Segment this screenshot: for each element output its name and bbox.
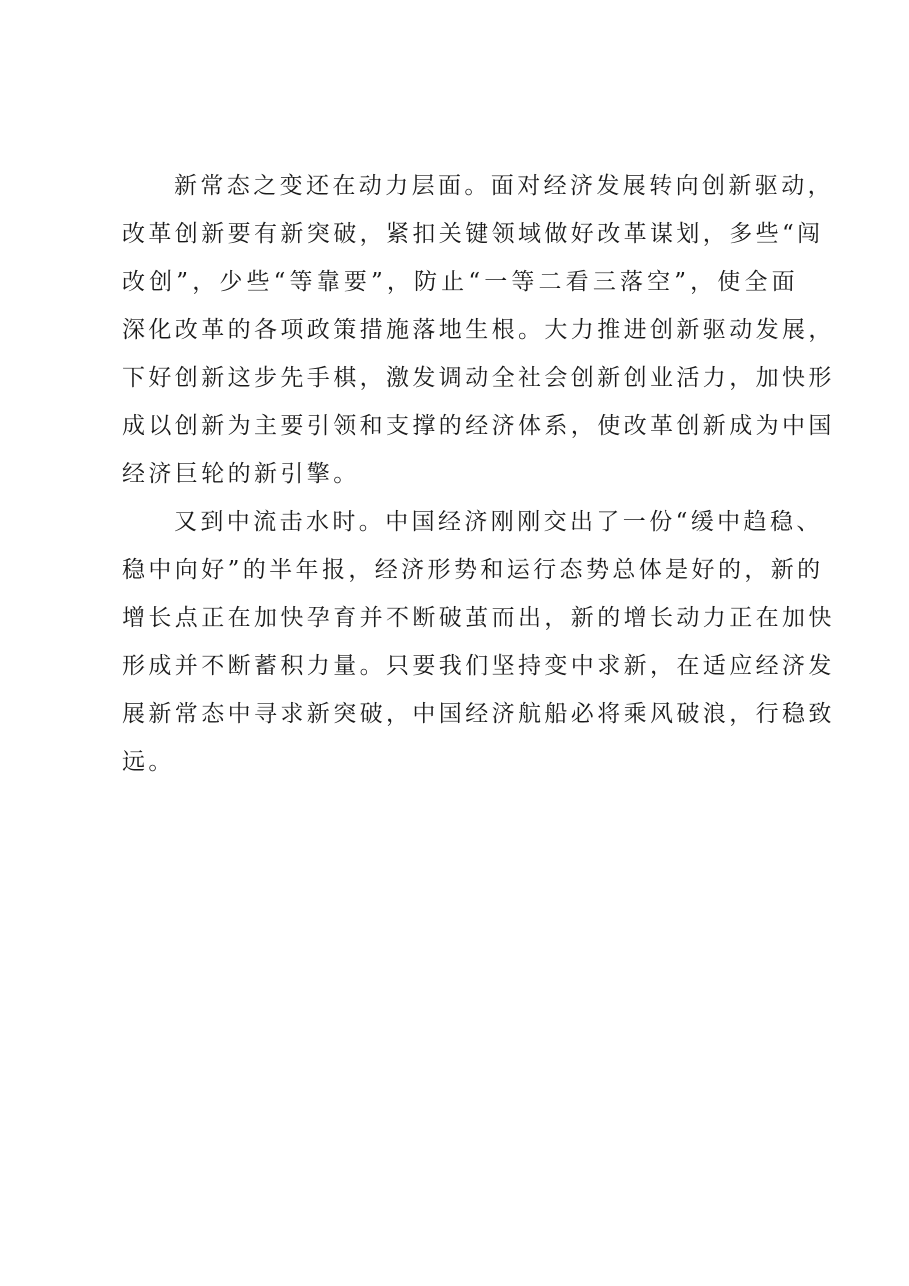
paragraph-line: 增长点正在加快孕育并不断破茧而出，新的增长动力正在加快 (122, 605, 835, 631)
paragraph-1 (122, 162, 835, 498)
paragraph-line: 形成并不断蓄积力量。只要我们坚持变中求新，在适应经济发 (122, 653, 835, 679)
paragraph-line: 稳中向好”的半年报，经济形势和运行态势总体是好的，新的 (122, 557, 824, 583)
paragraph-line: 经济巨轮的新引擎。 (122, 461, 360, 487)
paragraph-line: 展新常态中寻求新突破，中国经济航船必将乘风破浪，行稳致 (122, 701, 835, 727)
document-body (122, 162, 835, 786)
paragraph-line: 改创”，少些“等靠要”，防止“一等二看三落空”，使全面 (122, 269, 798, 295)
paragraph-line: 又到中流击水时。中国经济刚刚交出了一份“缓中趋稳、 (174, 509, 823, 535)
paragraph-line: 下好创新这步先手棋，激发调动全社会创新创业活力，加快形 (122, 365, 835, 391)
paragraph-2 (122, 498, 835, 786)
paragraph-line: 改革创新要有新突破，紧扣关键领域做好改革谋划，多些“闯 (122, 221, 824, 247)
paragraph-line: 深化改革的各项政策措施落地生根。大力推进创新驱动发展， (122, 317, 835, 343)
paragraph-line: 新常态之变还在动力层面。面对经济发展转向创新驱动， (174, 173, 834, 199)
paragraph-line: 远。 (122, 749, 175, 775)
paragraph-line: 成以创新为主要引领和支撑的经济体系，使改革创新成为中国 (122, 413, 835, 439)
